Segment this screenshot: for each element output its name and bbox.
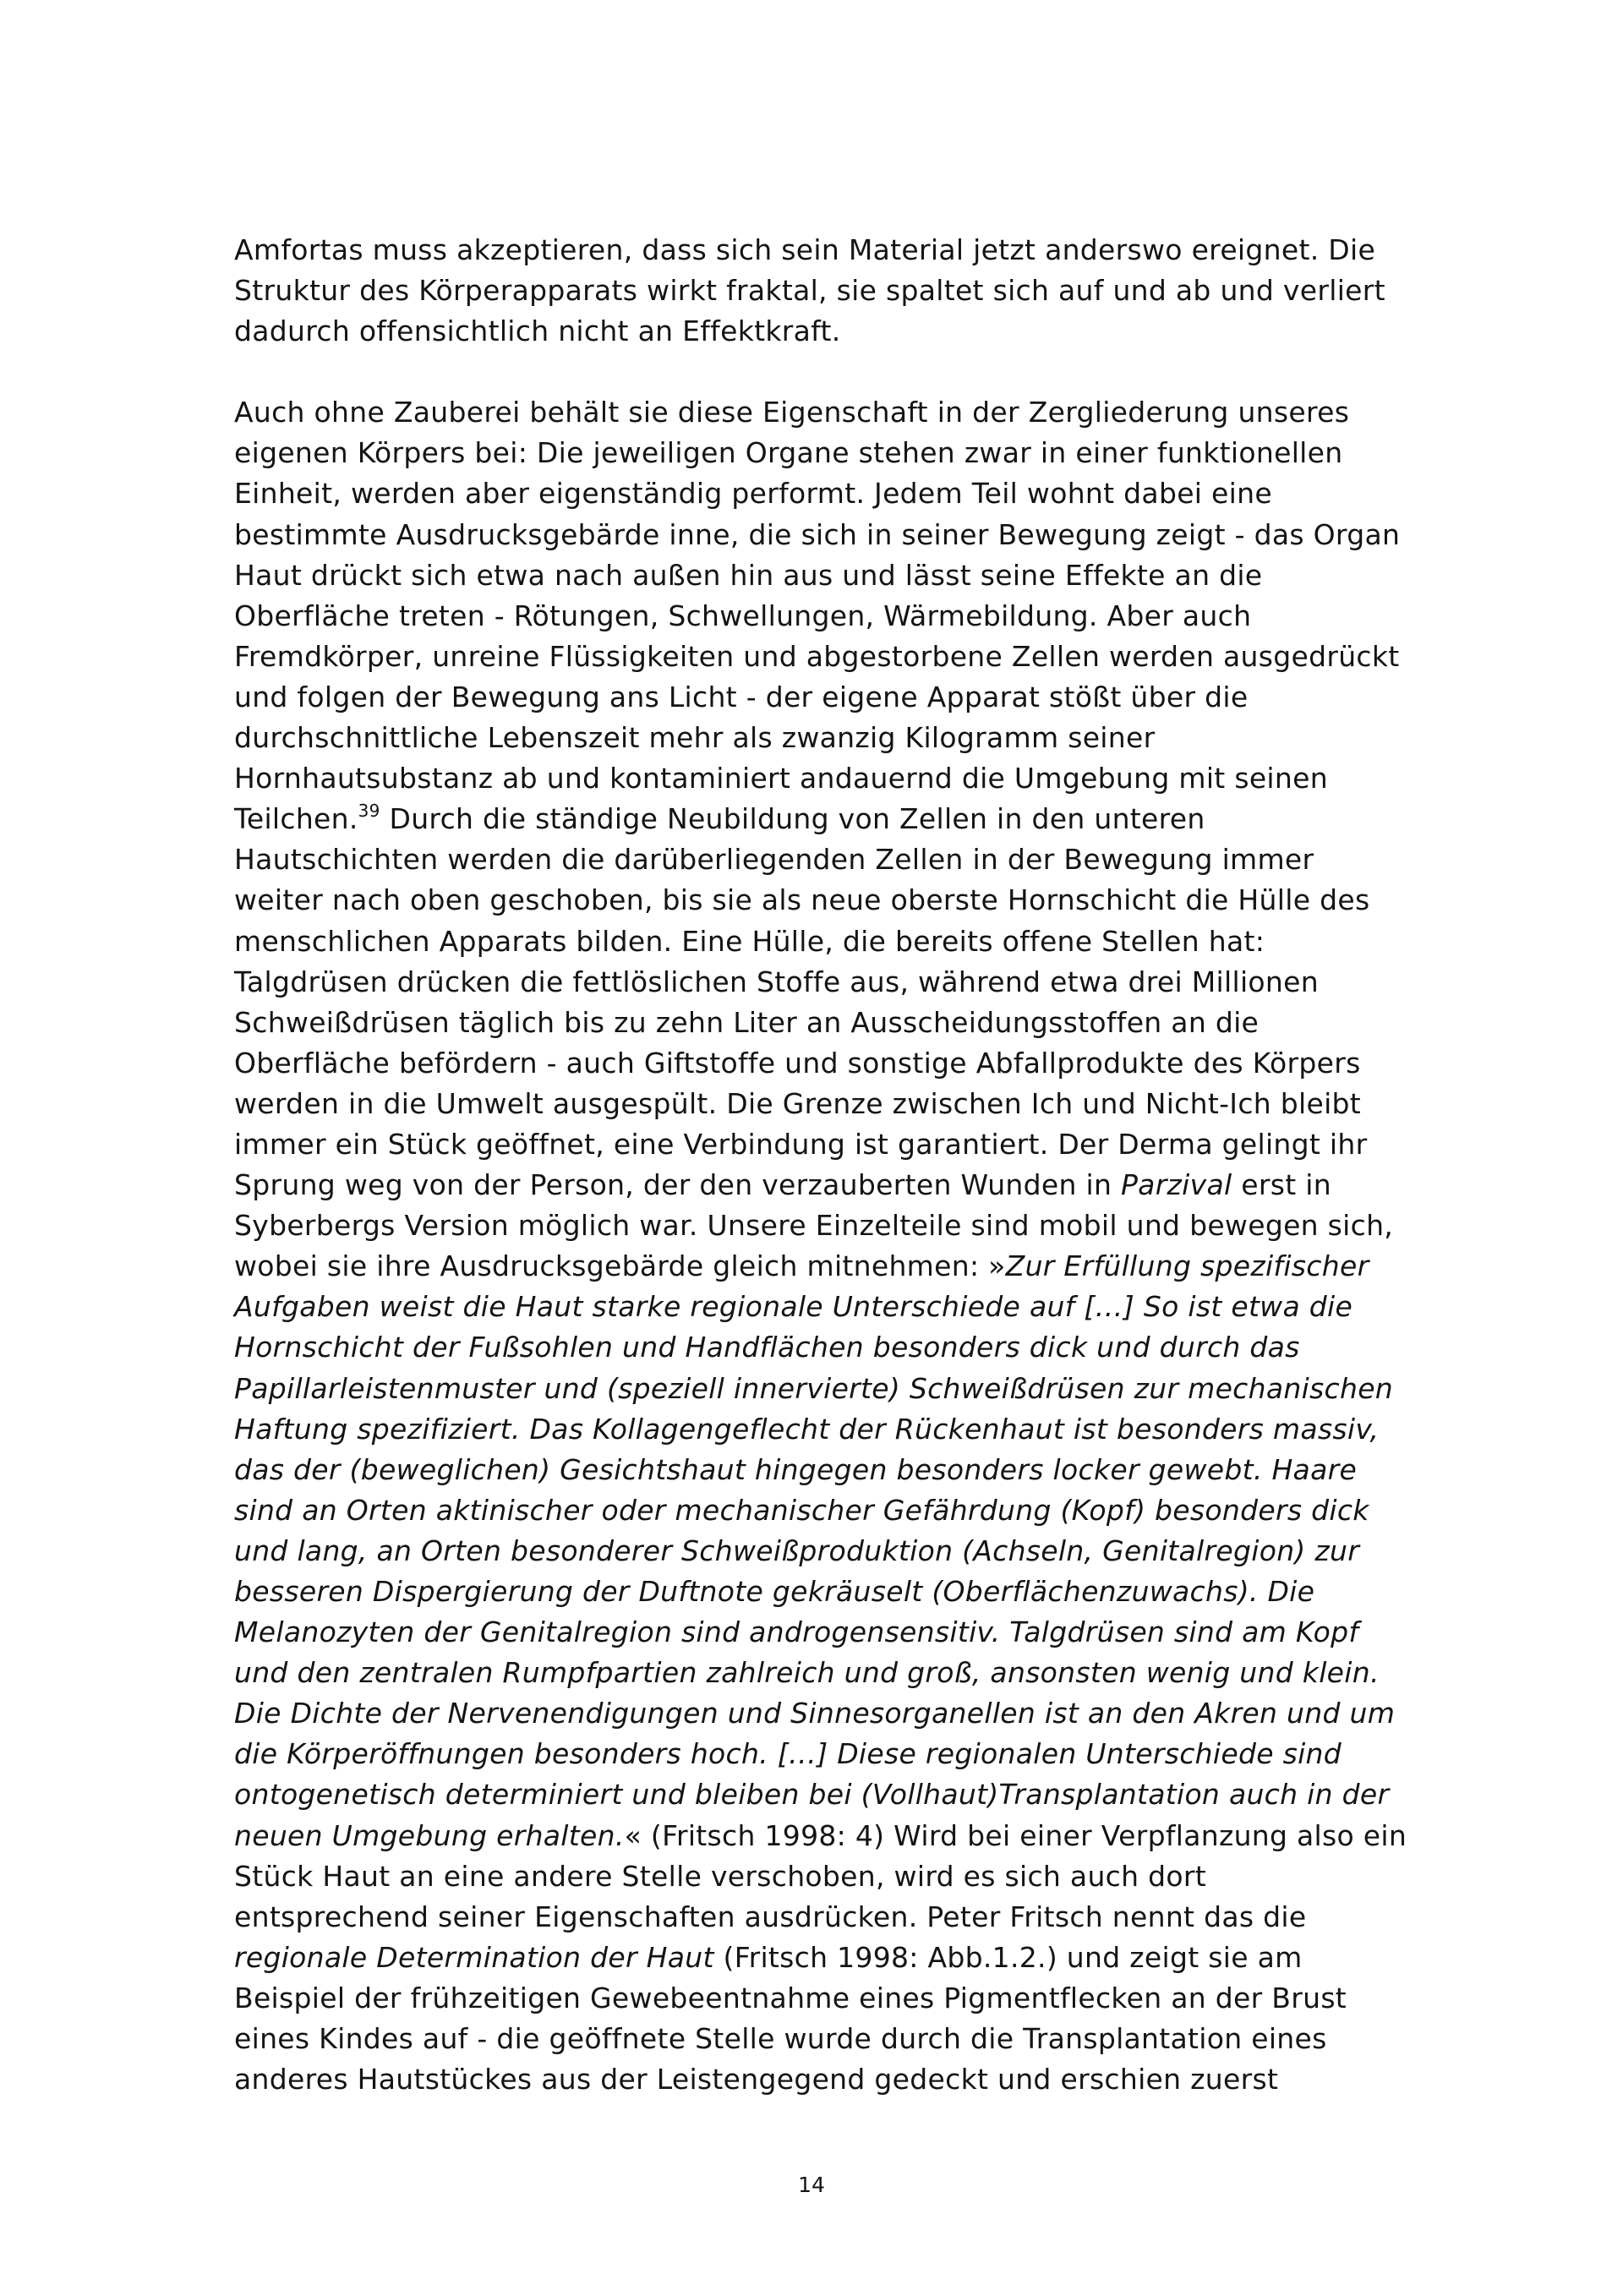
- body-text: [234, 230, 1409, 2100]
- footnote-marker[interactable]: 39: [358, 801, 380, 822]
- paragraph-2-text-4: « (Fritsch 1998: 4) Wird bei einer Verpflanzung also ein Stück Haut an eine andere Stelle verschoben, wird es sich auch dort entsprechend seiner Eigenschaften ausdrücken. Peter Fritsch nennt das die: [234, 1818, 1407, 1933]
- paragraph-2: [234, 392, 1409, 2100]
- page-number: 14: [798, 2173, 825, 2197]
- paragraph-1: Amfortas muss akzeptieren, dass sich sein Material jetzt anderswo ereignet. Die Struktur des Körperapparats wirkt fraktal, sie spaltet sich auf und ab und verliert dadurch offensichtlich nicht an Effektkraft.: [234, 233, 1385, 348]
- paragraph-2-text-1: Auch ohne Zauberei behält sie diese Eigenschaft in der Zergliederung unseres eigenen Körpers bei: Die jeweiligen Organe stehen zwar in einer funktionellen Einheit, werden aber eigenständig performt. Jedem Teil wohnt dabei eine bestimmte Ausdrucksgebärde inne, die sich in seiner Bewegung zeigt - das Organ Haut drückt sich etwa nach außen hin aus und lässt seine Effekte an die Oberfläche treten - Rötungen, Schwellungen, Wärmebildung. Aber auch Fremdkörper, unreine Flüssigkeiten und abgestorbene Zellen werden ausgedrückt und folgen der Bewegung ans Licht - der eigene Apparat stößt über die durchschnittliche Lebenszeit mehr als zwanzig Kilogramm seiner Hornhautsubstanz ab und kontaminiert andauernd die Umgebung mit seinen Teilchen.: [234, 396, 1401, 836]
- block-quotation: Zur Erfüllung spezifischer Aufgaben weist die Haut starke regionale Unterschiede auf […] So ist etwa die Hornschicht der Fußsohlen und Handflächen besonders dick und durch das Papillarleistenmuster und (speziell innervierte) Schweißdrüsen zur mechanischen Haftung spezifiziert. Das Kollagengeflecht der Rückenhaut ist besonders massiv, das der (beweglichen) Gesichtshaut hingegen besonders locker gewebt. Haare sind an Orten aktinischer oder mechanischer Gefährdung (Kopf) besonders dick und lang, an Orten besonderer Schweißproduktion (Achseln, Genitalregion) zur besseren Dispergierung der Duftnote gekräuselt (Oberflächenzuwachs). Die Melanozyten der Genitalregion sind androgensensitiv. Talgdrüsen sind am Kopf und den zentralen Rumpfpartien zahlreich und groß, ansonsten wenig und klein. Die Dichte der Nervenendigungen und Sinnesorganellen ist an den Akren und um die Körperöffnungen besonders hoch. […] Diese regionalen Unterschiede sind ontogenetisch determiniert und bleiben bei (Vollhaut)Transplantation auch in der neuen Umgebung erhalten.: [234, 1249, 1396, 1852]
- paragraph-2-text-2: Durch die ständige Neubildung von Zellen in den unteren Hautschichten werden die darüberliegenden Zellen in der Bewegung immer weiter nach oben geschoben, bis sie als neue oberste Hornschicht die Hülle des menschlichen Apparats bilden. Eine Hülle, die bereits offene Stellen hat: Talgdrüsen drücken die fettlöslichen Stoffe aus, während etwa drei Millionen Schweißdrüsen täglich bis zu zehn Liter an Ausscheidungsstoffen an die Oberfläche befördern - auch Giftstoffe und sonstige Abfallprodukte des Körpers werden in die Umwelt ausgespült. Die Grenze zwischen Ich und Nicht-Ich bleibt immer ein Stück geöffnet, eine Verbindung ist garantiert. Der Derma gelingt ihr Sprung weg von der Person, der den verzauberten Wunden in: [234, 802, 1370, 1202]
- paragraph-2-text-3: erst in Syberbergs Version möglich war. Unsere Einzelteile sind mobil und bewegen sich, wobei sie ihre Ausdrucksgebärde gleich mitnehmen: »: [234, 1168, 1394, 1283]
- term-regionale-determination: regionale Determination der Haut: [234, 1940, 714, 1974]
- paragraph-2-text-5: (Fritsch 1998: Abb.1.2.) und zeigt sie am Beispiel der frühzeitigen Gewebeentnahme eines Pigmentflecken an der Brust eines Kindes auf - die geöffnete Stelle wurde durch die Transplantation eines anderes Hautstückes aus der Leistengegend gedeckt und erschien zuerst: [234, 1940, 1347, 2096]
- work-title-parzival: Parzival: [1120, 1168, 1232, 1202]
